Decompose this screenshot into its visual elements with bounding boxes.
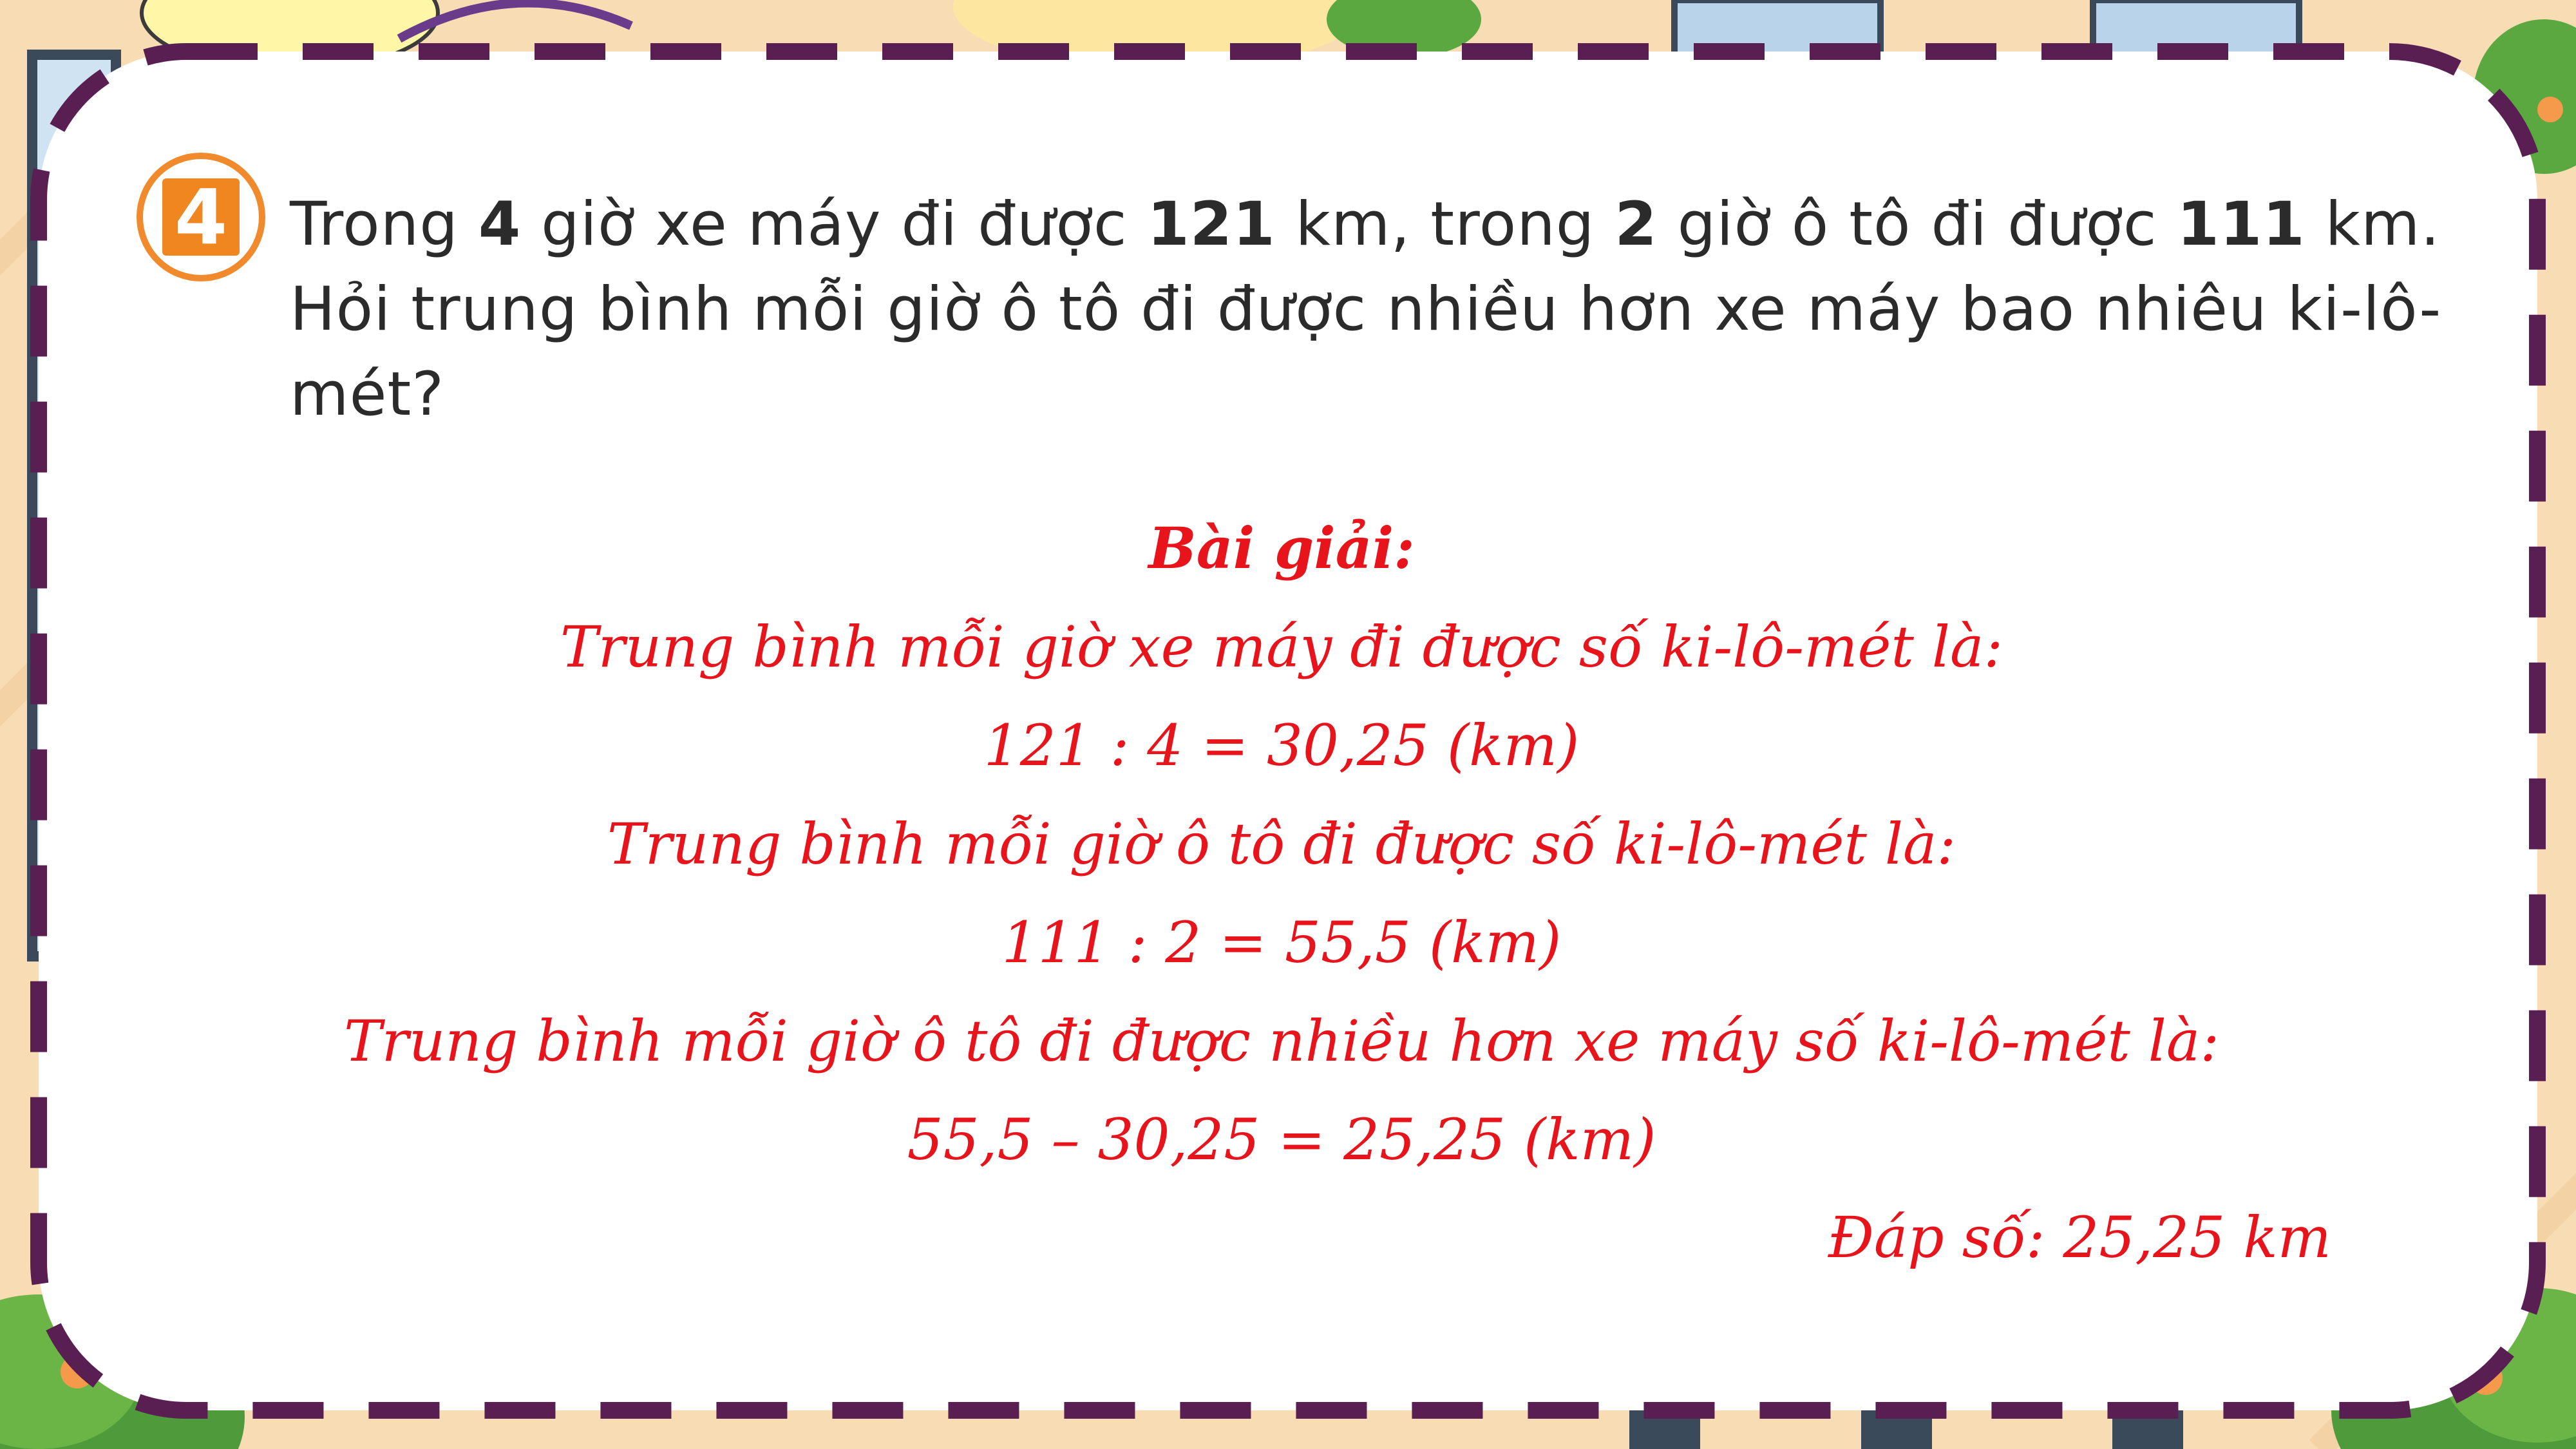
solution-title: Bài giải:	[1148, 515, 1415, 582]
question-km-1: 121	[1147, 189, 1276, 260]
final-answer: Đáp số: 25,25 km	[1828, 1204, 2331, 1271]
solution-line-4: 111 : 2 = 55,5 (km)	[1001, 909, 1562, 976]
problem-number-badge	[137, 153, 265, 281]
question-km-2: 111	[2177, 189, 2306, 260]
question-text: Trong	[290, 189, 478, 260]
problem-number: 4	[162, 178, 240, 256]
solution-line-3: Trung bình mỗi giờ ô tô đi được số ki-lô-mét là:	[607, 811, 1956, 877]
question-hours-1: 4	[478, 189, 522, 260]
solution-line-5: Trung bình mỗi giờ ô tô đi được nhiều hơn xe máy số ki-lô-mét là:	[343, 1008, 2220, 1074]
question-text: giờ xe máy đi được	[521, 189, 1148, 260]
question-text: km, trong	[1275, 189, 1615, 260]
question-text: giờ ô tô đi được	[1657, 189, 2177, 260]
question-text: km. Hỏi trung bình mỗi giờ ô tô đi được nhiều hơn xe máy bao nhiêu ki-lô-mét?	[290, 189, 2442, 430]
solution-block	[0, 499, 2563, 1189]
problem-question	[290, 182, 2460, 437]
solution-line-2: 121 : 4 = 30,25 (km)	[983, 712, 1580, 779]
solution-line-6: 55,5 – 30,25 = 25,25 (km)	[907, 1106, 1656, 1173]
solution-line-1: Trung bình mỗi giờ xe máy đi được số ki-lô-mét là:	[560, 614, 2003, 680]
question-hours-2: 2	[1615, 189, 1658, 260]
